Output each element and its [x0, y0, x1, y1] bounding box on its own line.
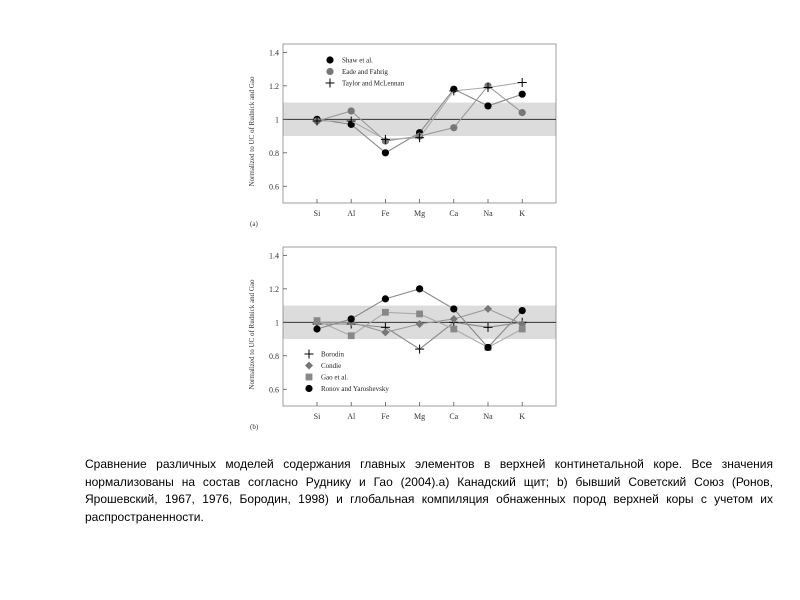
data-point	[450, 124, 457, 131]
data-point	[416, 285, 423, 292]
y-axis-title: Normalized to UC of Rudnick and Gao	[248, 76, 256, 187]
x-tick-label: K	[519, 209, 526, 218]
data-point	[348, 107, 355, 114]
legend-label: Borodin	[321, 350, 344, 359]
x-tick-label: Mg	[414, 209, 426, 218]
legend	[326, 56, 405, 87]
chart-panel-b	[248, 247, 556, 431]
data-point	[519, 307, 526, 314]
y-tick-label: 1.4	[269, 48, 279, 58]
x-tick-label: Fe	[381, 209, 390, 218]
legend-label: Condie	[321, 362, 342, 370]
y-tick-label: 1.2	[269, 81, 279, 91]
legend-label: Shaw et al.	[342, 56, 373, 65]
data-point	[348, 315, 355, 322]
panel-tag: (b)	[250, 423, 259, 431]
legend-marker	[326, 68, 333, 75]
y-tick-label: 1.2	[269, 284, 279, 294]
data-point	[484, 102, 491, 109]
x-tick-label: K	[519, 412, 526, 421]
legend-marker	[305, 350, 314, 359]
x-tick-label: Si	[313, 412, 321, 421]
data-point	[382, 149, 389, 156]
data-point	[382, 309, 389, 316]
data-point	[519, 109, 526, 116]
panel-tag: (a)	[250, 220, 258, 228]
data-point	[518, 78, 527, 87]
x-tick-label: Mg	[414, 412, 426, 421]
data-point	[519, 326, 526, 333]
data-point	[450, 326, 457, 333]
data-point	[313, 325, 320, 332]
x-tick-label: Ca	[449, 412, 459, 421]
y-axis-title: Normalized to UC of Rudnick and Gao	[248, 279, 256, 390]
x-tick-label: Ca	[449, 209, 459, 218]
x-tick-label: Si	[313, 209, 321, 218]
y-tick-label: 0.6	[269, 182, 279, 192]
legend-label: Gao et al.	[321, 373, 349, 382]
data-point	[484, 344, 491, 351]
data-point	[314, 317, 321, 324]
y-tick-label: 1	[275, 115, 279, 125]
x-tick-label: Na	[483, 209, 493, 218]
legend	[305, 350, 390, 394]
x-tick-label: Al	[347, 412, 356, 421]
y-tick-label: 1.4	[269, 251, 279, 261]
legend-marker	[326, 79, 335, 88]
y-tick-label: 0.8	[269, 351, 279, 361]
chart-panel-a	[248, 44, 556, 228]
data-point	[382, 295, 389, 302]
legend-label: Taylor and McLennan	[342, 79, 405, 88]
legend-marker	[306, 374, 313, 381]
data-point	[519, 91, 526, 98]
data-point	[450, 305, 457, 312]
y-tick-label: 0.6	[269, 385, 279, 395]
legend-marker	[305, 362, 313, 370]
x-tick-label: Al	[347, 209, 356, 218]
legend-marker	[326, 56, 333, 63]
y-tick-label: 0.8	[269, 148, 279, 158]
data-point	[416, 311, 423, 318]
y-tick-label: 1	[275, 318, 279, 328]
legend-label: Eade and Fahrig	[342, 68, 388, 76]
x-tick-label: Na	[483, 412, 493, 421]
data-point	[348, 332, 355, 339]
legend-label: Ronov and Yaroshevsky	[321, 385, 389, 393]
legend-marker	[305, 385, 312, 392]
x-tick-label: Fe	[381, 412, 390, 421]
figure-caption: Сравнение различных моделей содержания главных элементов в верхней континетальной коре. Все значения нормализованы на состав согласно Руднику и Гао (2004).а) Канадский щит; b) бывший Советский Союз (Ронов, Ярошевский, 1967, 1976, Бородин, 1998) и глобальная компиляция обнаженных пород верхней коры с учетом их распространенности.	[85, 457, 773, 524]
